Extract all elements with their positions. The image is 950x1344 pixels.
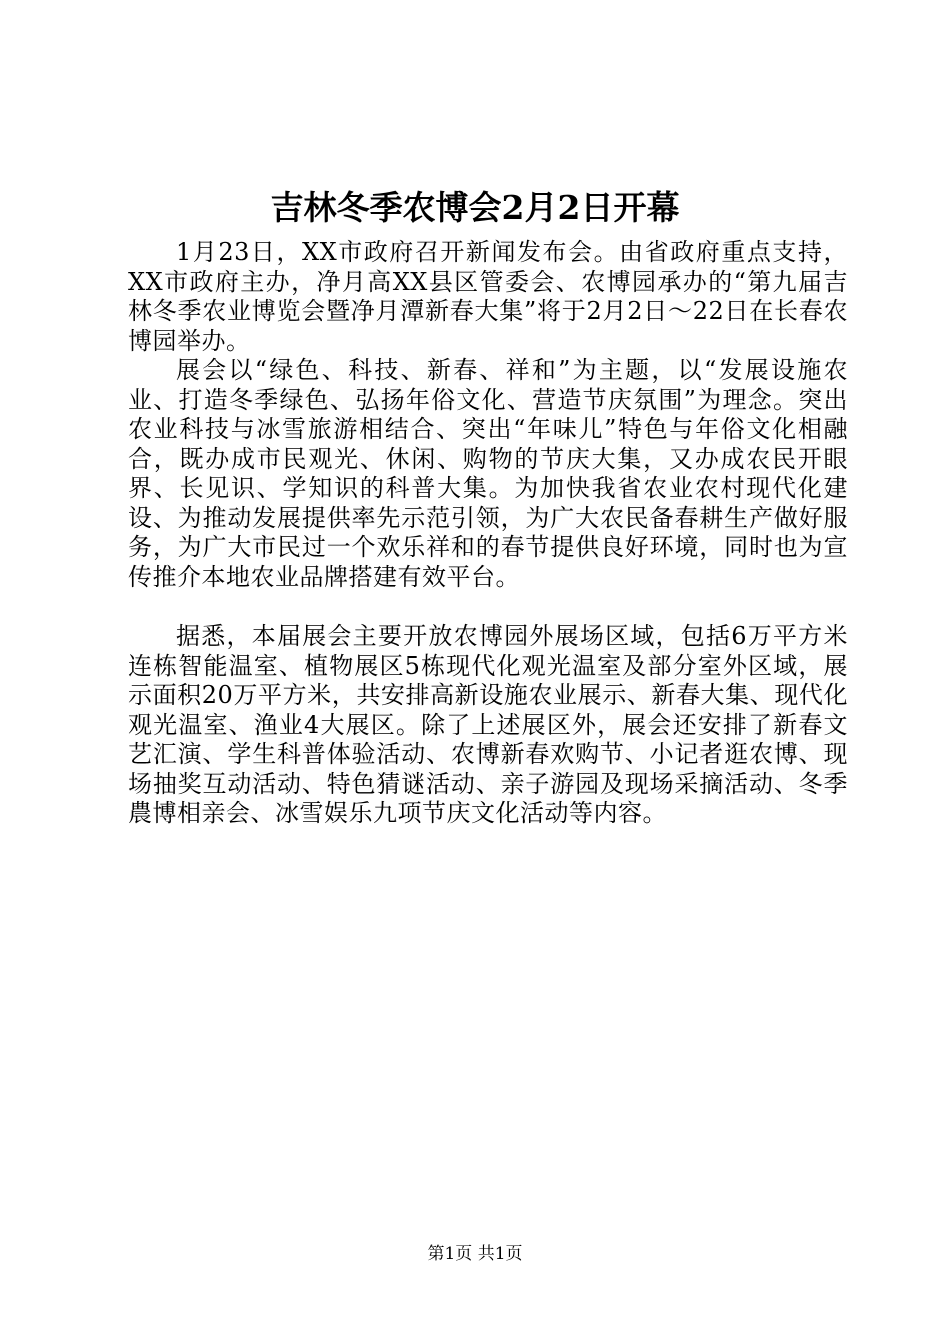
page-number-footer: 第1页 共1页 (427, 1244, 523, 1264)
paragraph-exhibition-theme: 展会以“绿色、科技、新春、祥和”为主题，以“发展设施农业、打造冬季绿色、弘扬年俗文化、营造节庆氛围”为理念。突出农业科技与冰雪旅游相结合、突出“年味儿”特色与年俗文化相融合，既办成市民观光、休闲、购物的节庆大集，又办成农民开眼界、长见识、学知识的科普大集。为加快我省农业农村现代化建设、为推动发展提供率先示范引领，为广大农民备春耕生产做好服务，为广大市民过一个欢乐祥和的春节提供良好环境，同时也为宣传推介本地农业品牌搭建有效平台。 (128, 356, 848, 591)
paragraph-press-conference: 1月23日，XX市政府召开新闻发布会。由省政府重点支持，XX市政府主办，净月高XX县区管委会、农博园承办的“第九届吉林冬季农业博览会暨净月潭新春大集”将于2月2日～22日在长春农博园举办。 (128, 238, 848, 355)
document-title: 吉林冬季农博会2月2日开幕 (270, 188, 680, 227)
paragraph-exhibition-areas: 据悉，本届展会主要开放农博园外展场区域，包括6万平方米连栋智能温室、植物展区5栋现代化观光温室及部分室外区域，展示面积20万平方米，共安排高新设施农业展示、新春大集、现代化观光温室、渔业4大展区。除了上述展区外，展会还安排了新春文艺汇演、学生科普体验活动、农博新春欢购节、小记者逛农博、现场抽奖互动活动、特色猜谜活动、亲子游园及现场采摘活动、冬季農博相亲会、冰雪娱乐九项节庆文化活动等内容。 (128, 622, 848, 827)
document-body (128, 238, 848, 829)
